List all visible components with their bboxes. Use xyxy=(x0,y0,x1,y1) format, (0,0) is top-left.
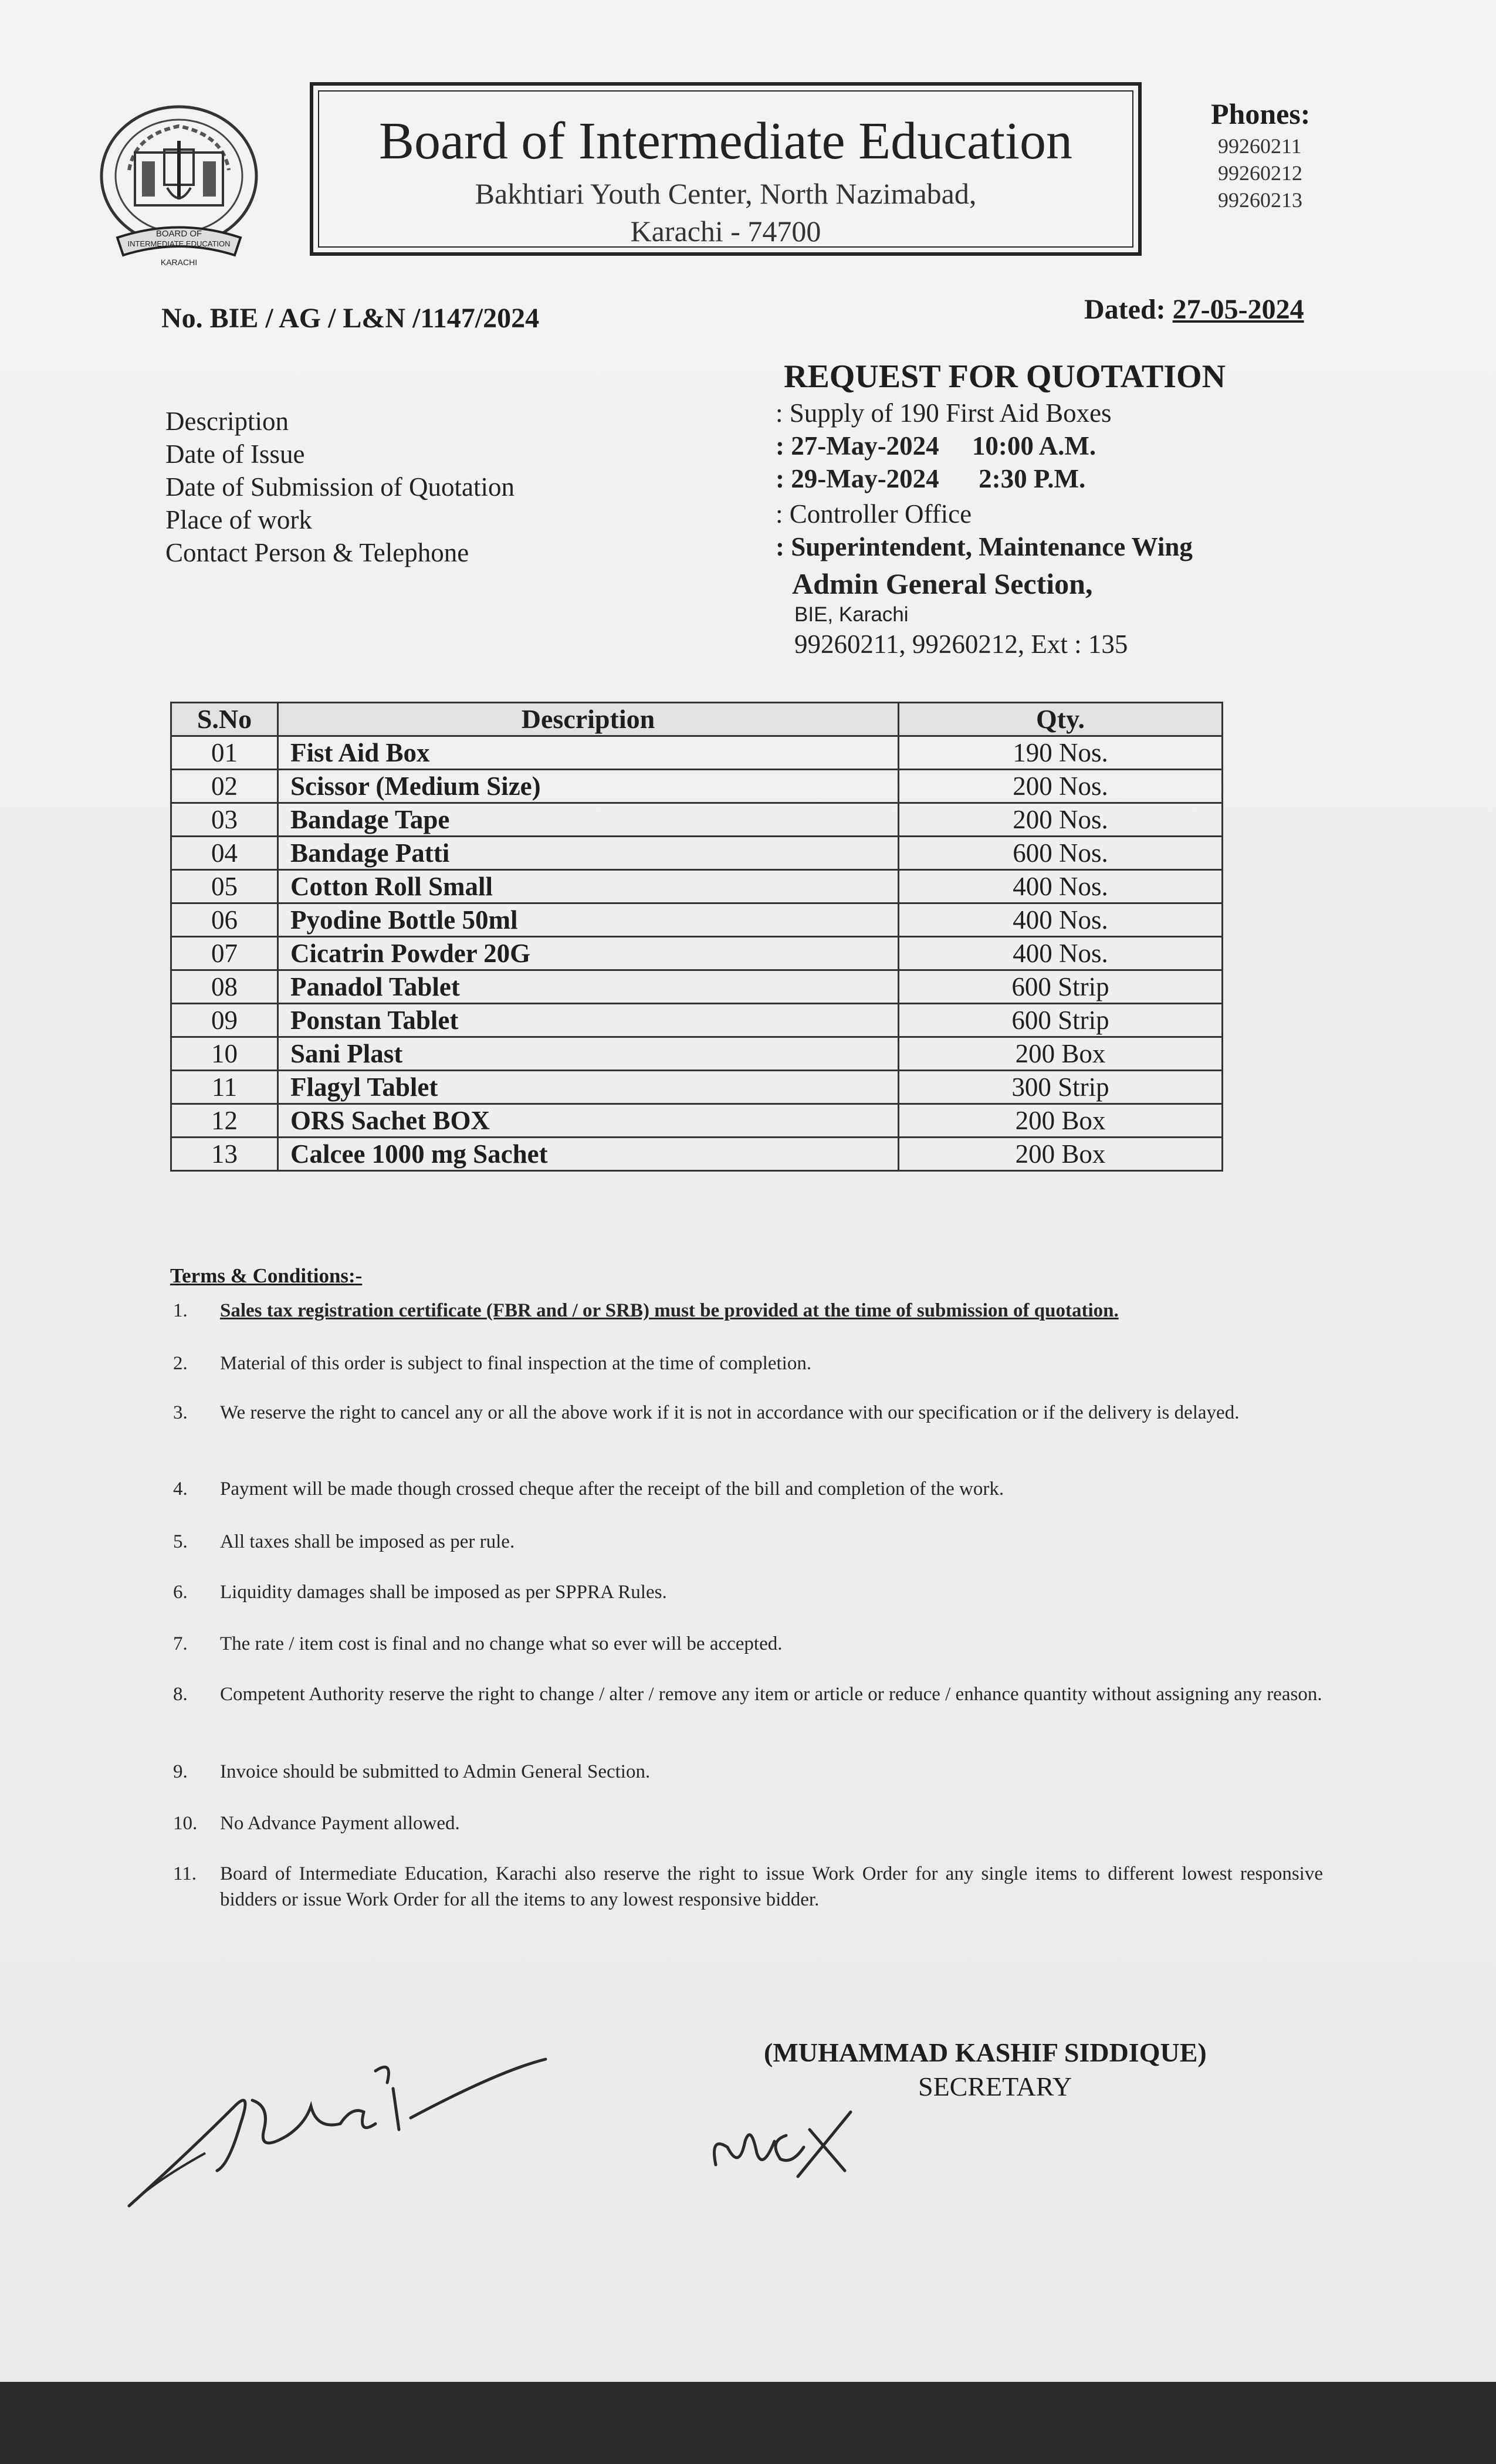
dated-value: 27-05-2024 xyxy=(1172,294,1304,325)
cell-description: Cicatrin Powder 20G xyxy=(278,937,899,970)
cell-qty: 300 Strip xyxy=(899,1071,1223,1104)
header-description: Description xyxy=(278,703,899,736)
term-item xyxy=(173,1759,1323,1785)
term-item xyxy=(173,1298,1323,1324)
cell-qty: 400 Nos. xyxy=(899,870,1223,903)
term-text: Invoice should be submitted to Admin General Section. xyxy=(220,1761,651,1782)
term-number: 11. xyxy=(173,1863,197,1884)
terms-heading: Terms & Conditions:- xyxy=(170,1264,363,1287)
term-number: 1. xyxy=(173,1300,188,1321)
cell-description: Bandage Tape xyxy=(278,803,899,837)
rfq-label: Contact Person & Telephone xyxy=(165,538,469,567)
term-number: 7. xyxy=(173,1633,188,1654)
cell-sno: 04 xyxy=(171,837,278,870)
cell-qty: 200 Nos. xyxy=(899,803,1223,837)
phones-label: Phones: xyxy=(1211,97,1311,130)
term-text: No Advance Payment allowed. xyxy=(220,1813,460,1834)
table-row xyxy=(171,1037,1223,1071)
svg-text:BOARD OF: BOARD OF xyxy=(155,229,202,239)
cell-sno: 11 xyxy=(171,1071,278,1104)
term-number: 10. xyxy=(173,1813,198,1834)
term-item xyxy=(173,1529,1323,1555)
cell-sno: 05 xyxy=(171,870,278,903)
rfq-value: : 29-May-2024 2:30 P.M. xyxy=(776,464,1086,493)
phone-number: 99260212 xyxy=(1218,161,1302,185)
term-item xyxy=(173,1351,1323,1376)
cell-description: Pyodine Bottle 50ml xyxy=(278,903,899,937)
table-row xyxy=(171,1004,1223,1037)
cell-sno: 08 xyxy=(171,970,278,1004)
table-row xyxy=(171,1071,1223,1104)
table-row xyxy=(171,837,1223,870)
phone-number: 99260211 xyxy=(1218,134,1302,158)
cell-sno: 12 xyxy=(171,1104,278,1138)
cell-sno: 13 xyxy=(171,1138,278,1171)
cell-qty: 600 Strip xyxy=(899,970,1223,1004)
cell-sno: 06 xyxy=(171,903,278,937)
rfq-label: Date of Submission of Quotation xyxy=(165,472,515,502)
cell-qty: 200 Box xyxy=(899,1037,1223,1071)
rfq-value: : Controller Office xyxy=(776,499,972,529)
cell-description: Scissor (Medium Size) xyxy=(278,770,899,803)
term-item xyxy=(173,1681,1323,1707)
phone-number: 99260213 xyxy=(1218,188,1302,212)
rfq-label: Date of Issue xyxy=(165,439,305,469)
term-text: Competent Authority reserve the right to change / alter / remove any item or article or reduce / enhance quantity without assigning any reason. xyxy=(220,1684,1322,1705)
dated-label: Dated: xyxy=(1084,294,1166,325)
term-text: Sales tax registration certificate (FBR and / or SRB) must be provided at the time of submission of quotation. xyxy=(220,1300,1119,1321)
cell-qty: 200 Box xyxy=(899,1138,1223,1171)
cell-description: Fist Aid Box xyxy=(278,736,899,770)
dated-line xyxy=(1084,293,1304,326)
term-text: We reserve the right to cancel any or all the above work if it is not in accordance with our specification or if the delivery is delayed. xyxy=(220,1402,1240,1423)
cell-sno: 10 xyxy=(171,1037,278,1071)
term-item xyxy=(173,1476,1323,1502)
rfq-title: REQUEST FOR QUOTATION xyxy=(784,358,1226,395)
cell-qty: 400 Nos. xyxy=(899,903,1223,937)
cell-qty: 600 Strip xyxy=(899,1004,1223,1037)
items-table xyxy=(170,702,1223,1172)
cell-sno: 03 xyxy=(171,803,278,837)
rfq-label: Description xyxy=(165,407,289,436)
rfq-label: Place of work xyxy=(165,505,312,534)
table-row xyxy=(171,903,1223,937)
term-number: 4. xyxy=(173,1478,188,1500)
cell-qty: 200 Box xyxy=(899,1104,1223,1138)
rfq-value: : Superintendent, Maintenance Wing xyxy=(776,532,1193,561)
cell-qty: 400 Nos. xyxy=(899,937,1223,970)
cell-description: Cotton Roll Small xyxy=(278,870,899,903)
cell-qty: 190 Nos. xyxy=(899,736,1223,770)
cell-qty: 200 Nos. xyxy=(899,770,1223,803)
handwritten-signature-left xyxy=(117,2036,563,2212)
reference-number: No. BIE / AG / L&N /1147/2024 xyxy=(161,303,540,334)
term-item xyxy=(173,1579,1323,1605)
term-item xyxy=(173,1861,1323,1913)
term-item xyxy=(173,1400,1323,1426)
header-qty: Qty. xyxy=(899,703,1223,736)
term-text: The rate / item cost is final and no change what so ever will be accepted. xyxy=(220,1633,783,1654)
contact-city: BIE, Karachi xyxy=(794,603,909,626)
table-row xyxy=(171,937,1223,970)
cell-description: Ponstan Tablet xyxy=(278,1004,899,1037)
table-row xyxy=(171,736,1223,770)
term-number: 8. xyxy=(173,1684,188,1705)
cell-qty: 600 Nos. xyxy=(899,837,1223,870)
term-number: 9. xyxy=(173,1761,188,1782)
table-row xyxy=(171,870,1223,903)
table-header-row xyxy=(171,703,1223,736)
cell-sno: 02 xyxy=(171,770,278,803)
table-row xyxy=(171,803,1223,837)
board-logo-seal xyxy=(94,100,264,276)
table-row xyxy=(171,1138,1223,1171)
cell-description: ORS Sachet BOX xyxy=(278,1104,899,1138)
term-item xyxy=(173,1810,1323,1836)
handwritten-initials xyxy=(704,2100,880,2182)
term-text: All taxes shall be imposed as per rule. xyxy=(220,1531,515,1552)
term-number: 2. xyxy=(173,1353,188,1374)
signatory-title: SECRETARY xyxy=(918,2072,1072,2101)
table-row xyxy=(171,770,1223,803)
address-line-2: Karachi - 74700 xyxy=(630,215,821,248)
term-text: Payment will be made though crossed cheque after the receipt of the bill and completion of the work. xyxy=(220,1478,1004,1500)
table-row xyxy=(171,970,1223,1004)
svg-text:KARACHI: KARACHI xyxy=(160,258,198,267)
table-row xyxy=(171,1104,1223,1138)
term-text: Liquidity damages shall be imposed as per SPPRA Rules. xyxy=(220,1582,667,1603)
cell-sno: 09 xyxy=(171,1004,278,1037)
cell-description: Panadol Tablet xyxy=(278,970,899,1004)
header-sno: S.No xyxy=(171,703,278,736)
organization-title: Board of Intermediate Education xyxy=(378,112,1073,170)
rfq-value: : Supply of 190 First Aid Boxes xyxy=(776,398,1112,428)
svg-text:INTERMEDIATE EDUCATION: INTERMEDIATE EDUCATION xyxy=(127,239,231,248)
cell-sno: 07 xyxy=(171,937,278,970)
cell-description: Calcee 1000 mg Sachet xyxy=(278,1138,899,1171)
term-text: Material of this order is subject to final inspection at the time of completion. xyxy=(220,1353,812,1374)
letterhead-box xyxy=(310,82,1142,256)
cell-description: Flagyl Tablet xyxy=(278,1071,899,1104)
cell-description: Bandage Patti xyxy=(278,837,899,870)
cell-sno: 01 xyxy=(171,736,278,770)
address-line-1: Bakhtiari Youth Center, North Nazimabad, xyxy=(475,177,977,210)
term-number: 5. xyxy=(173,1531,188,1552)
signatory-name: (MUHAMMAD KASHIF SIDDIQUE) xyxy=(764,2037,1207,2067)
term-item xyxy=(173,1631,1323,1657)
rfq-value: : 27-May-2024 10:00 A.M. xyxy=(776,431,1096,461)
term-text: Board of Intermediate Education, Karachi also reserve the right to issue Work Order for any single items to different lowest responsive bidders or issue Work Order for all the items to any lowest responsive bidder. xyxy=(220,1863,1323,1910)
term-number: 6. xyxy=(173,1582,188,1603)
contact-section: Admin General Section, xyxy=(792,567,1093,600)
contact-phones: 99260211, 99260212, Ext : 135 xyxy=(794,629,1128,659)
cell-description: Sani Plast xyxy=(278,1037,899,1071)
term-number: 3. xyxy=(173,1402,188,1423)
